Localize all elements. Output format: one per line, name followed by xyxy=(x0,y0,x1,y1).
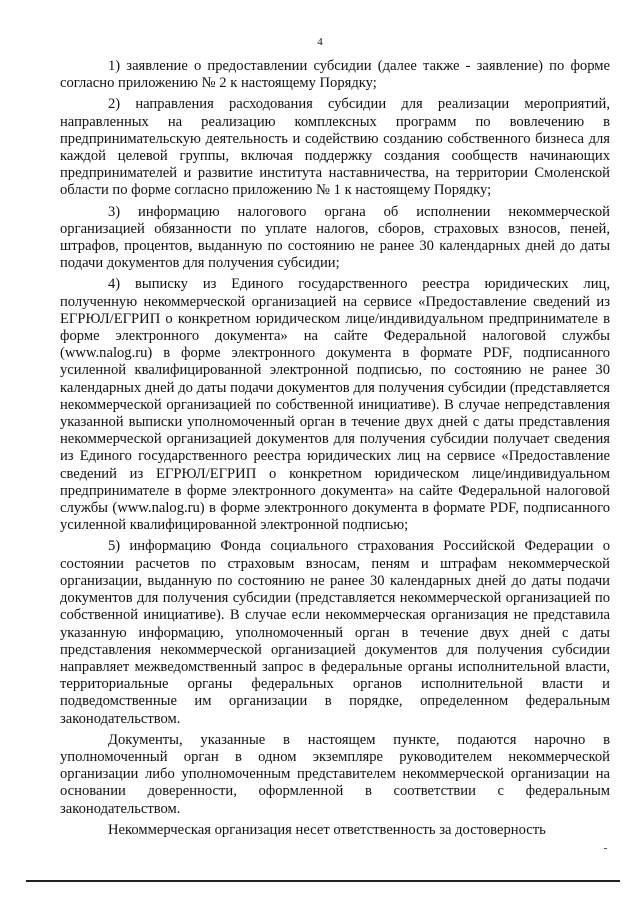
paragraph-item-5: 5) информацию Фонда социального страхования Российской Федерации о состоянии расчетов по страховым взносам, пеням и штрафам некоммерческой организации, выданную по состоянию не ранее 30 календарных дней до даты подачи документов для получения субсидии (представляется некоммерческой организацией по собственной инициативе). В случае если некоммерческая организация не представила указанную информацию, уполномоченный орган в течение двух дней с даты представления некоммерческой организацией документов для получения субсидии направляет межведомственный запрос в федеральные органы исполнительной власти, территориальные органы федеральных органов исполнительной власти и подведомственные им организации в порядке, определенном федеральным законодательством. xyxy=(60,538,610,727)
paragraph-documents-submission: Документы, указанные в настоящем пункте, подаются нарочно в уполномоченный орган в одном экземпляре руководителем некоммерческой организации либо уполномоченным представителем некоммерческой организации на основании доверенности, оформленной в соответствии с федеральным законодательством. xyxy=(60,731,610,817)
paragraph-item-4: 4) выписку из Единого государственного реестра юридических лиц, полученную некоммерческой организацией на сервисе «Предоставление сведений из ЕГРЮЛ/ЕГРИП о конкретном юридическом лице/индивидуальном предпринимателе в форме электронного документа» на сайте Федеральной налоговой службы (www.nalog.ru) в форме электронного документа в формате PDF, подписанного усиленной квалифицированной электронной подписью, по состоянию не ранее 30 календарных дней до даты подачи документов для получения субсидии (представляется некоммерческой организацией по собственной инициативе). В случае непредставления указанной выписки уполномоченный орган в течение двух дней с даты представления некоммерческой организацией документов для получения субсидии получает сведения из Единого государственного реестра юридических лиц на сервисе «Предоставление сведений из ЕГРЮЛ/ЕГРИП о конкретном юридическом лице/индивидуальном предпринимателе в форме электронного документа» на сайте Федеральной налоговой службы (www.nalog.ru) в форме электронного документа в формате PDF, подписанного усиленной квалифицированной электронной подписью; xyxy=(60,276,610,534)
scan-artifact xyxy=(604,848,607,849)
paragraph-item-2: 2) направления расходования субсидии для реализации мероприятий, направленных на реализацию комплексных программ по вовлечению в предпринимательскую деятельность и содействию созданию собственного бизнеса для каждой целевой группы, включая поддержку создания сообществ начинающих предпринимателей и развитие института наставничества, на территории Смоленской области по форме согласно приложению № 1 к настоящему Порядку; xyxy=(60,96,610,199)
paragraph-item-1: 1) заявление о предоставлении субсидии (далее также - заявление) по форме согласно приложению № 2 к настоящему Порядку; xyxy=(60,58,610,92)
paragraph-item-3: 3) информацию налогового органа об исполнении некоммерческой организацией обязанности по уплате налогов, сборов, страховых взносов, пеней, штрафов, процентов, выданную по состоянию не ранее 30 календарных дней до даты подачи документов для получения субсидии; xyxy=(60,203,610,272)
paragraph-responsibility: Некоммерческая организация несет ответственность за достоверность xyxy=(108,821,546,838)
document-body xyxy=(60,58,610,843)
footer-divider xyxy=(26,880,620,882)
page-number: 4 xyxy=(317,36,323,48)
